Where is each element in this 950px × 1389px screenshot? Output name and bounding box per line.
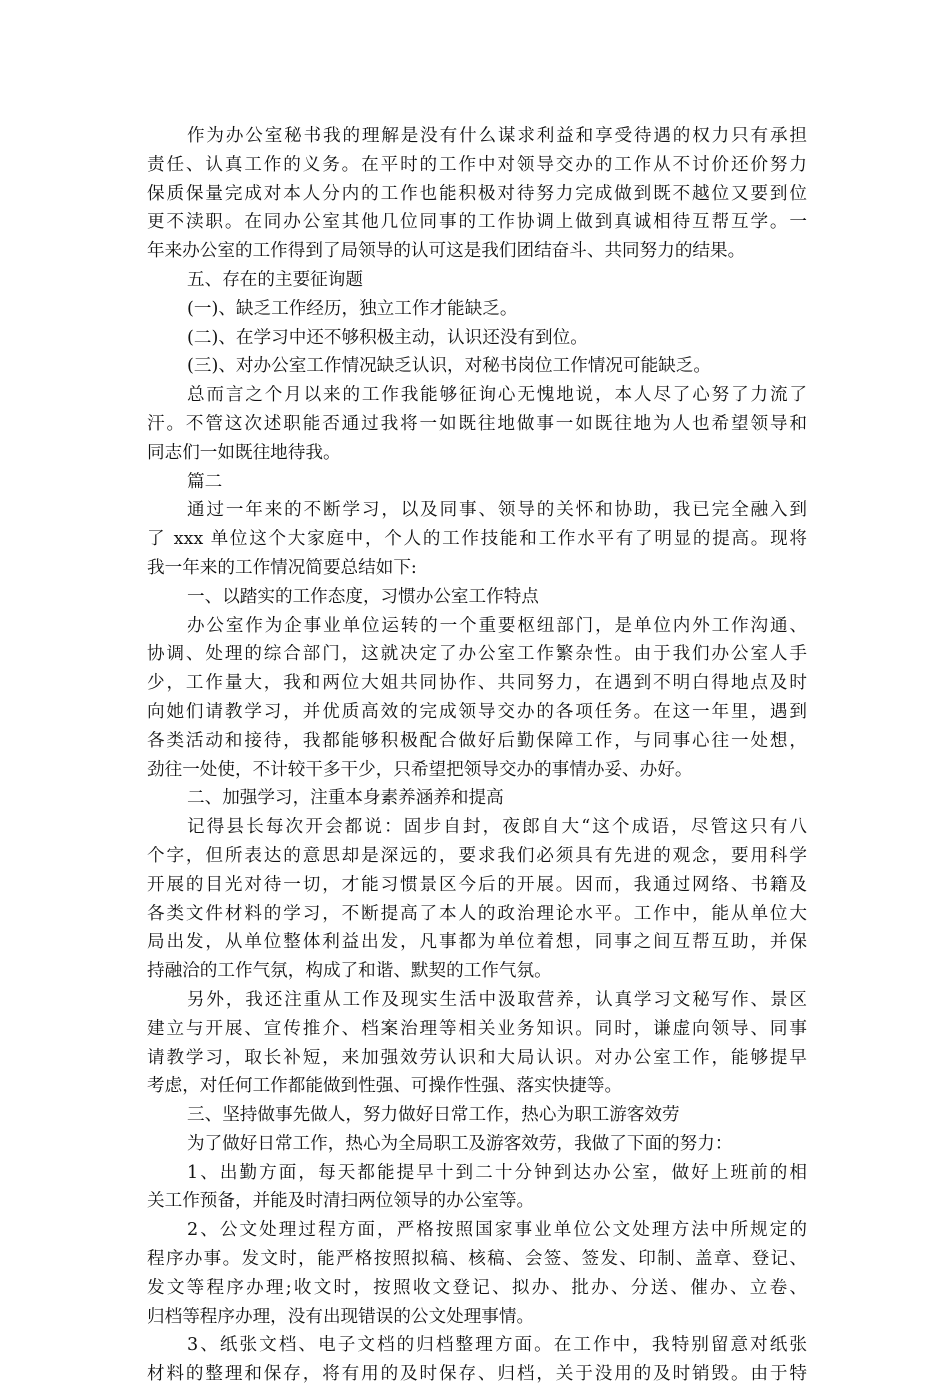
text-line: 各类文件材料的学习，不断提高了本人的政治理论水平。工作中，能从单位大 [147,903,807,924]
text-line: 办公室作为企事业单位运转的一个重要枢纽部门，是单位内外工作沟通、 [187,615,807,636]
text-line: 局出发，从单位整体利益出发，凡事都为单位着想，同事之间互帮互助，并保 [147,932,807,953]
text-line: 3、纸张文档、电子文档的归档整理方面。在工作中，我特别留意对纸张 [187,1335,807,1356]
text-line: 2、公文处理过程方面，严格按照国家事业单位公文处理方法中所规定的 [187,1220,807,1241]
text-line: 二、加强学习，注重本身素养涵养和提高 [187,788,504,809]
text-line: 协调、处理的综合部门，这就决定了办公室工作繁杂性。由于我们办公室人手 [147,644,807,665]
text-line: 一、以踏实的工作态度，习惯办公室工作特点 [187,586,539,607]
text-line: 另外，我还注重从工作及现实生活中汲取营养，认真学习文秘写作、景区 [187,989,807,1010]
text-line: (二)、在学习中还不够积极主动，认识还没有到位。 [187,327,588,348]
text-line: 三、坚持做事先做人，努力做好日常工作，热心为职工游客效劳 [187,1105,680,1126]
text-line: 归档等程序办理，没有出现错误的公文处理事情。 [147,1306,535,1327]
text-line: 同志们一如既往地待我。 [147,442,341,463]
text-line: 为了做好日常工作，热心为全局职工及游客效劳，我做了下面的努力： [187,1133,733,1154]
text-line: (一)、缺乏工作经历，独立工作才能缺乏。 [187,298,518,319]
text-line: 年来办公室的工作得到了局领导的认可这是我们团结奋斗、共同努力的结果。 [147,241,746,262]
text-line: 责任、认真工作的义务。在平时的工作中对领导交办的工作从不讨价还价努力 [147,154,807,175]
text-line: 发文等程序办理;收文时，按照收文登记、拟办、批办、分送、催办、立卷、 [147,1277,807,1298]
text-line: 考虑，对任何工作都能做到性强、可操作性强、落实快捷等。 [147,1076,623,1097]
text-line: 请教学习，取长补短，来加强效劳认识和大局认识。对办公室工作，能够提早 [147,1047,807,1068]
text-line: 向她们请教学习，并优质高效的完成领导交办的各项任务。在这一年里，遇到 [147,701,807,722]
text-line: 保质保量完成对本人分内的工作也能积极对待努力完成做到既不越位又要到位 [147,183,807,204]
text-line: 1、出勤方面，每天都能提早十到二十分钟到达办公室，做好上班前的相 [187,1162,807,1183]
text-line: 汗。不管这次述职能否通过我将一如既往地做事一如既往地为人也希望领导和 [147,413,807,434]
text-line: 记得县长每次开会都说：固步自封，夜郎自大“这个成语，尽管这只有八 [187,817,807,838]
text-line: 个字，但所表达的意思却是深远的，要求我们必须具有先进的观念，要用科学 [147,845,807,866]
text-line: 我一年来的工作情况简要总结如下: [147,557,417,578]
text-line: 劲往一处使，不计较干多干少，只希望把领导交办的事情办妥、办好。 [147,759,693,780]
text-line: 通过一年来的不断学习，以及同事、领导的关怀和协助，我已完全融入到 [187,500,807,521]
document-body [147,122,807,1389]
text-line: 关工作预备，并能及时清扫两位领导的办公室等。 [147,1191,535,1212]
text-line: 了 xxx 单位这个大家庭中，个人的工作技能和工作水平有了明显的提高。现将 [147,529,807,550]
text-line: 各类活动和接待，我都能够积极配合做好后勤保障工作，与同事心往一处想， [147,730,807,751]
text-line: 程序办事。发文时，能严格按照拟稿、核稿、会签、签发、印制、盖章、登记、 [147,1249,807,1270]
text-line: 开展的目光对待一切，才能习惯景区今后的开展。因而，我通过网络、书籍及 [147,874,807,895]
text-line: 篇二 [187,471,223,492]
text-line: 材料的整理和保存，将有用的及时保存、归档，关于没用的及时销毁。由于特 [147,1364,807,1385]
text-line: 五、存在的主要征询题 [187,269,363,290]
text-line: 作为办公室秘书我的理解是没有什么谋求利益和享受待遇的权力只有承担 [187,126,807,146]
text-line: (三)、对办公室工作情况缺乏认识，对秘书岗位工作情况可能缺乏。 [187,356,711,377]
text-line: 总而言之个月以来的工作我能够征询心无愧地说，本人尽了心努了力流了 [187,385,807,406]
text-line: 持融洽的工作气氛，构成了和谐、默契的工作气氛。 [147,961,552,982]
text-line: 少，工作量大，我和两位大姐共同协作、共同努力，在遇到不明白得地点及时 [147,673,807,694]
text-line: 更不渎职。在同办公室其他几位同事的工作协调上做到真诚相待互帮互学。一 [147,212,807,233]
text-line: 建立与开展、宣传推介、档案治理等相关业务知识。同时，谦虚向领导、同事 [147,1018,807,1039]
